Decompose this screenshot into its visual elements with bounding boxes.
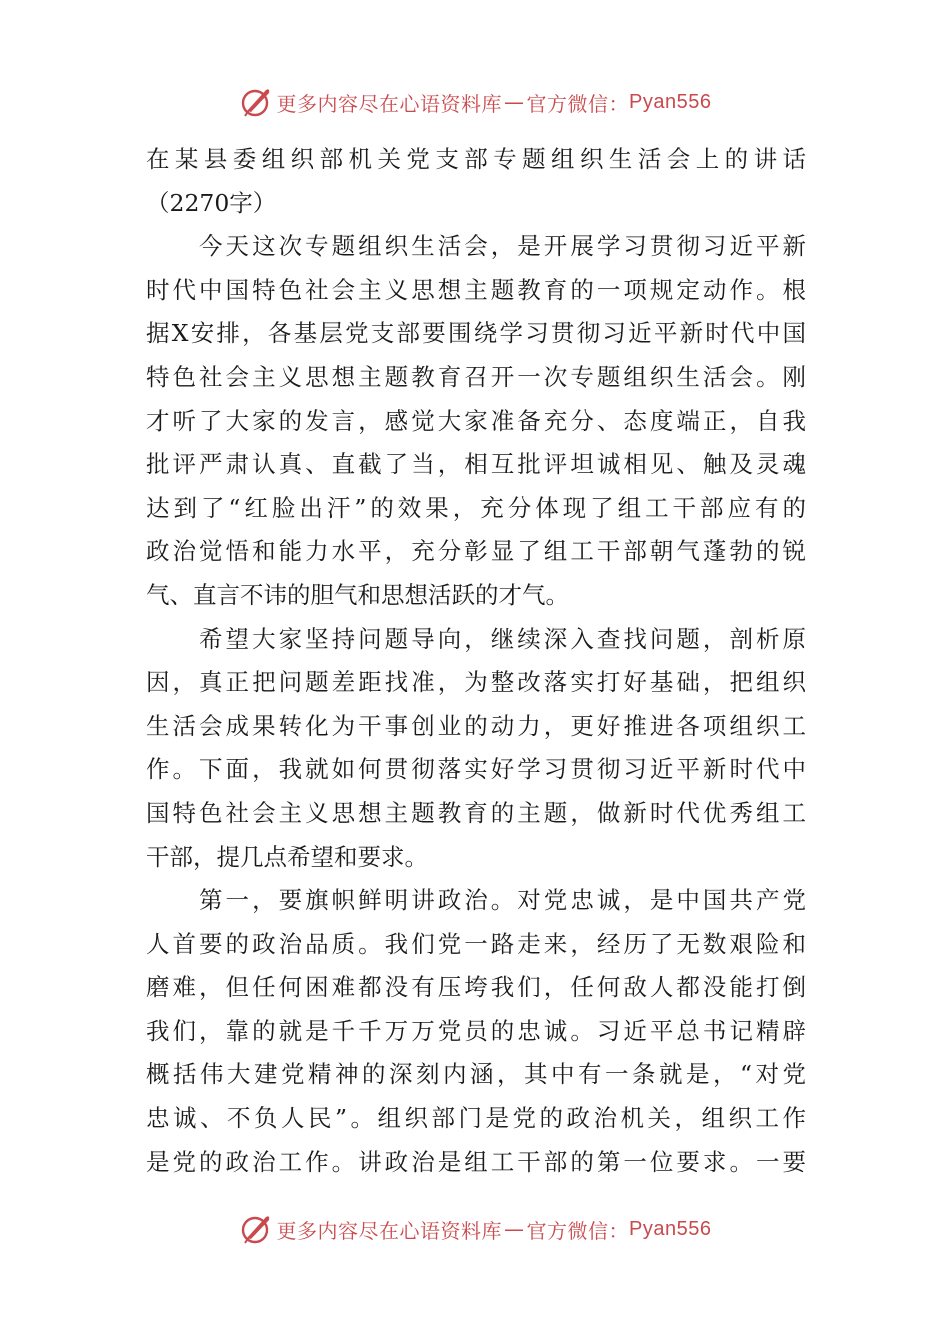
document-title-line: 在某县委组织部机关党支部专题组织生活会上的讲话 [146,145,806,173]
paragraph-line: 国特色社会主义思想主题教育的主题，做新时代优秀组工 [146,798,806,827]
paragraph-line: 希望大家坚持问题导向，继续深入查找问题，剖析原 [146,624,806,653]
paragraph-line: 我们，靠的就是千千万万党员的忠诚。习近平总书记精辟 [146,1016,806,1045]
paragraph-line: 达到了“红脸出汗”的效果，充分体现了组工干部应有的 [146,493,806,522]
paragraph-line: 人首要的政治品质。我们党一路走来，经历了无数艰险和 [146,929,806,958]
document-body [146,138,806,1184]
paragraph-line: 特色社会主义思想主题教育召开一次专题组织生活会。刚 [146,362,806,391]
watermark-dash: — [504,1217,525,1241]
watermark-label: 官方微信： [526,91,630,116]
paragraph-line: 第一，要旗帜鲜明讲政治。对党忠诚，是中国共产党 [146,886,806,915]
paragraph-3 [146,879,806,1184]
paragraph-line: 作。下面，我就如何贯彻落实好学习贯彻习近平新时代中 [146,755,806,784]
paragraph-line: 磨难，但任何困难都没有压垮我们，任何敌人都没能打倒 [146,973,806,1002]
watermark-dash: — [504,90,525,114]
watermark-handle: Pyan556 [629,1217,712,1240]
paragraph-line: 时代中国特色社会主义思想主题教育的一项规定动作。根 [146,275,806,304]
paragraph-line: 忠诚、不负人民”。组织部门是党的政治机关，组织工作 [146,1104,806,1133]
quill-logo-icon [239,1212,273,1246]
paragraph-line: 今天这次专题组织生活会，是开展学习贯彻习近平新 [146,232,806,261]
paragraph-line: 政治觉悟和能力水平，充分彰显了组工干部朝气蓬勃的锐 [146,537,806,566]
paragraph-line: 是党的政治工作。讲政治是组工干部的第一位要求。一要 [146,1147,806,1176]
paragraph-line: 气、直言不讳的胆气和思想活跃的才气。 [146,580,569,609]
paragraph-1 [146,225,806,617]
paragraph-line: 批评严肃认真、直截了当，相互批评坦诚相见、触及灵魂 [146,450,806,479]
document-title-wordcount: （2270字） [146,188,277,217]
paragraph-line: 才听了大家的发言，感觉大家准备充分、态度端正，自我 [146,406,806,435]
paragraph-line: 生活会成果转化为干事创业的动力，更好推进各项组织工 [146,711,806,740]
watermark-label: 官方微信： [526,1218,630,1243]
watermark-header [0,82,950,122]
paragraph-line: 干部，提几点希望和要求。 [146,842,428,871]
paragraph-line: 因，真正把问题差距找准，为整改落实打好基础，把组织 [146,668,806,697]
quill-logo-icon [239,85,273,119]
watermark-handle: Pyan556 [629,90,712,113]
paragraph-line: 据X安排，各基层党支部要围绕学习贯彻习近平新时代中国 [146,319,806,348]
watermark-footer [0,1209,950,1249]
paragraph-line: 概括伟大建党精神的深刻内涵，其中有一条就是，“对党 [146,1060,806,1089]
paragraph-2 [146,618,806,880]
watermark-site-text: 更多内容尽在心语资料库 [276,91,503,116]
watermark-site-text: 更多内容尽在心语资料库 [276,1218,503,1243]
